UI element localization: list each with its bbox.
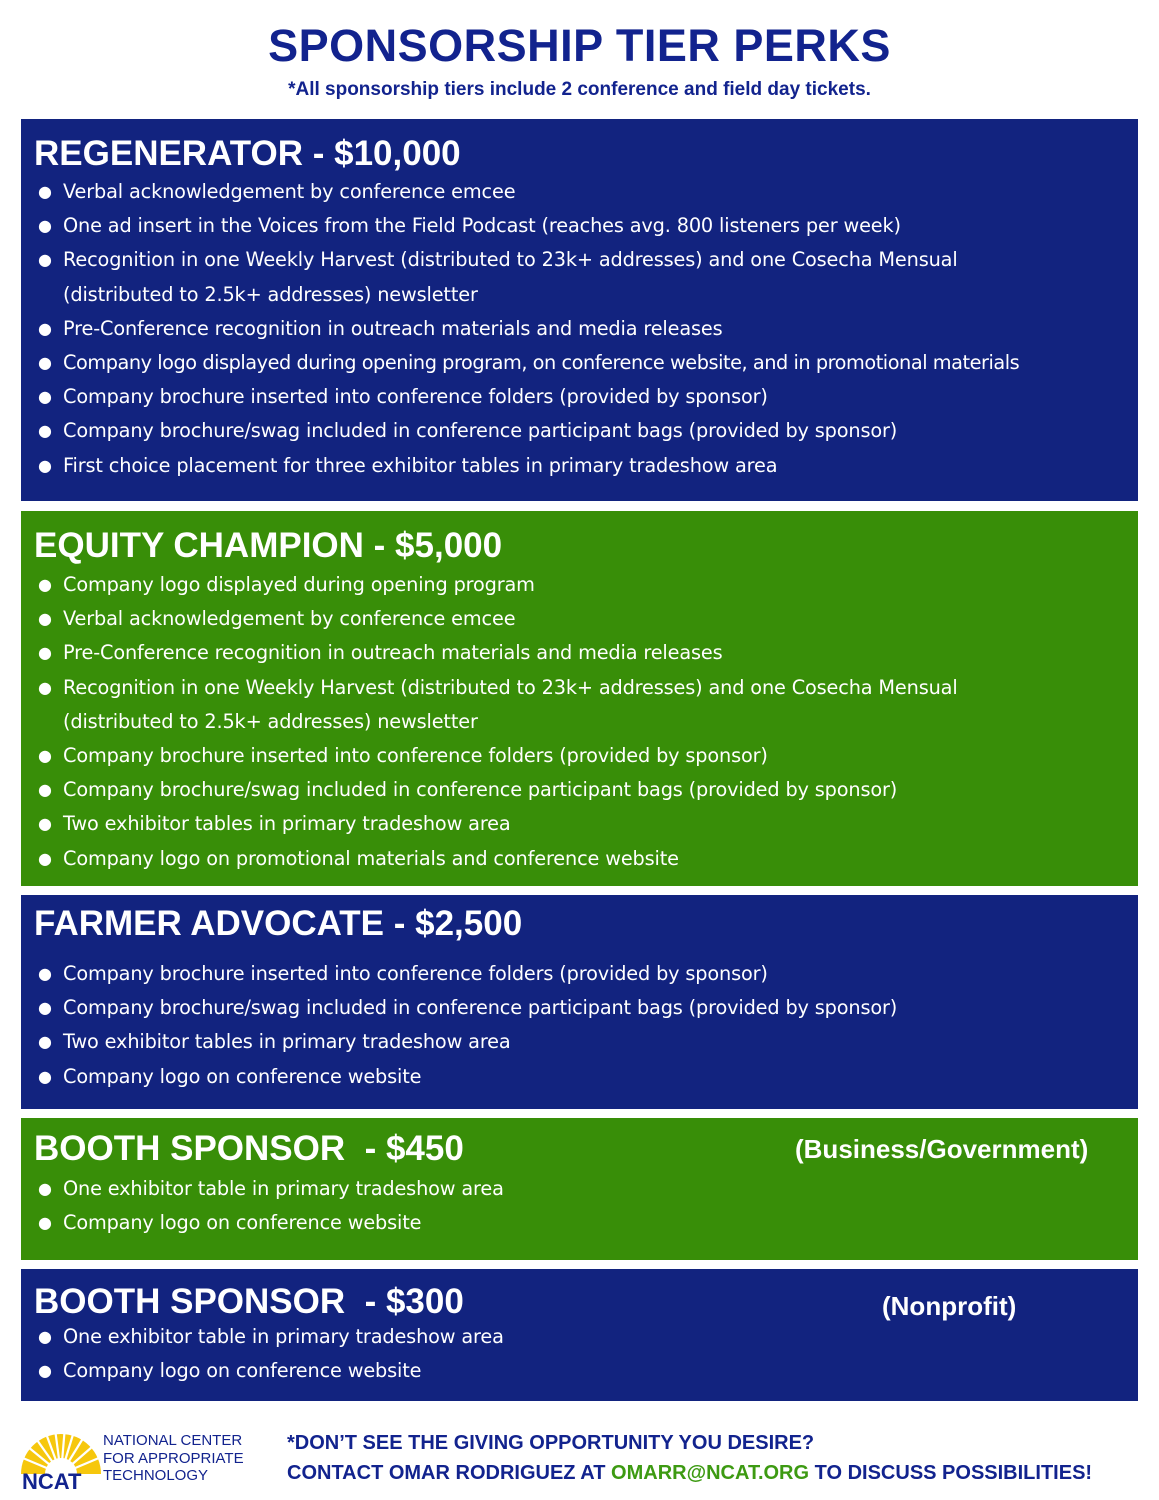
tier-title: BOOTH SPONSOR - $450 [34, 1129, 464, 1168]
perk-text: Company logo displayed during opening program [63, 573, 535, 596]
list-item [34, 1320, 1124, 1354]
bullet-icon: ● [38, 421, 52, 441]
perk-text: Verbal acknowledgement by conference emcee [63, 607, 516, 631]
perk-text: (distributed to 2.5k+ addresses) newsletter [63, 709, 478, 733]
tier-eligibility: (Nonprofit) [882, 1291, 1017, 1321]
bullet-icon: ● [38, 964, 52, 983]
perk-text: One exhibitor table in primary tradeshow area [63, 1325, 504, 1348]
list-item [34, 312, 1124, 346]
bullet-icon: ● [38, 1213, 52, 1233]
perk-text: Company logo displayed during opening program, on conference website, and in promotional materials [63, 351, 1020, 375]
perk-text: Company logo on conference website [63, 1064, 422, 1088]
org-name-line: FOR APPROPRIATE [103, 1449, 244, 1467]
perk-text: Company brochure inserted into conference folders (provided by sponsor) [63, 962, 768, 985]
tier-title: BOOTH SPONSOR - $300 [34, 1282, 464, 1321]
bullet-icon: ● [38, 780, 52, 800]
contact-email-link[interactable]: OMARR@NCAT.ORG [611, 1462, 810, 1484]
list-item [34, 414, 1124, 448]
bullet-icon: ● [38, 677, 52, 697]
tier-farmer-advocate [21, 895, 1138, 1109]
tier-title: EQUITY CHAMPION - $5,000 [34, 526, 503, 565]
bullet-icon: ● [38, 848, 52, 868]
bullet-icon: ● [38, 250, 52, 270]
perk-list [34, 957, 1124, 1094]
tier-title: REGENERATOR - $10,000 [34, 134, 461, 173]
perk-text: Two exhibitor tables in primary tradeshow area [63, 812, 511, 836]
list-item-continuation [34, 705, 1124, 739]
bullet-icon: ● [38, 746, 52, 766]
list-item [34, 957, 1124, 991]
bullet-icon: ● [38, 182, 52, 201]
perk-text: Pre-Conference recognition in outreach materials and media releases [63, 641, 723, 665]
organization-name [103, 1432, 244, 1485]
cta-question: *DON’T SEE THE GIVING OPPORTUNITY YOU DESIRE? [287, 1432, 815, 1454]
perk-text: Company logo on conference website [63, 1359, 422, 1383]
list-item [34, 842, 1124, 876]
perk-text: Company brochure/swag included in conference participant bags (provided by sponsor) [63, 778, 898, 802]
list-item [34, 1172, 1124, 1206]
perk-text: Two exhibitor tables in primary tradeshow area [63, 1030, 511, 1054]
cta-prefix: CONTACT OMAR RODRIGUEZ AT [287, 1462, 612, 1484]
tier-header [34, 133, 1124, 177]
list-item [34, 243, 1124, 277]
perk-list [34, 1320, 1124, 1388]
list-item [34, 602, 1124, 636]
list-item-continuation [34, 278, 1124, 312]
page-title: SPONSORSHIP TIER PERKS [268, 20, 891, 71]
list-item [34, 209, 1124, 243]
bullet-icon: ● [38, 318, 52, 338]
list-item [34, 380, 1124, 414]
perk-text: Recognition in one Weekly Harvest (distributed to 23k+ addresses) and one Cosecha Mensual [63, 675, 958, 699]
bullet-icon: ● [38, 575, 52, 594]
list-item [34, 449, 1124, 483]
perk-list [34, 1172, 1124, 1240]
bullet-icon: ● [38, 998, 52, 1018]
tier-regenerator [21, 119, 1138, 501]
bullet-icon: ● [38, 609, 52, 629]
perk-text: One ad insert in the Voices from the Field Podcast (reaches avg. 800 listeners per week) [63, 214, 901, 238]
tier-booth-sponsor-nonprofit [21, 1269, 1138, 1401]
list-item [34, 991, 1124, 1025]
org-name-line: NATIONAL CENTER [103, 1432, 243, 1449]
bullet-icon: ● [38, 387, 52, 407]
bullet-icon: ● [38, 353, 52, 373]
perk-text: Verbal acknowledgement by conference emcee [63, 180, 516, 203]
bullet-icon: ● [38, 216, 52, 236]
bullet-icon: ● [38, 455, 52, 475]
bullet-icon: ● [38, 1032, 52, 1052]
list-item [34, 636, 1124, 670]
logo-wordmark: NCAT [22, 1469, 82, 1492]
list-item [34, 346, 1124, 380]
tier-header [34, 1128, 1124, 1172]
perk-text: Company brochure inserted into conference folders (provided by sponsor) [63, 385, 768, 409]
bullet-icon: ● [38, 1361, 52, 1381]
bullet-icon: ● [38, 1179, 52, 1198]
list-item [34, 1354, 1124, 1388]
tier-header [34, 903, 1124, 947]
perk-text: One exhibitor table in primary tradeshow area [63, 1177, 504, 1200]
cta-suffix: TO DISCUSS POSSIBILITIES! [809, 1462, 1093, 1484]
perk-text: Company logo on promotional materials and conference website [63, 846, 679, 870]
sun-icon [16, 1412, 116, 1492]
perk-text: Company brochure/swag included in conference participant bags (provided by sponsor) [63, 419, 898, 443]
perk-text: Recognition in one Weekly Harvest (distributed to 23k+ addresses) and one Cosecha Mensual [63, 248, 958, 272]
list-item [34, 175, 1124, 209]
perk-text: Company logo on conference website [63, 1211, 422, 1235]
perk-list [34, 175, 1124, 483]
list-item [34, 807, 1124, 841]
tier-title: FARMER ADVOCATE - $2,500 [34, 904, 523, 943]
list-item [34, 671, 1124, 705]
list-item [34, 739, 1124, 773]
tier-header [34, 525, 1124, 569]
perk-text: Company brochure/swag included in conference participant bags (provided by sponsor) [63, 996, 898, 1020]
bullet-icon: ● [38, 814, 52, 834]
tier-eligibility: (Business/Government) [795, 1134, 1089, 1164]
bullet-icon: ● [38, 643, 52, 663]
page-subtitle: *All sponsorship tiers include 2 conference and field day tickets. [288, 79, 871, 100]
perk-list [34, 568, 1124, 876]
contact-callout [287, 1428, 1092, 1488]
perk-text: First choice placement for three exhibitor tables in primary tradeshow area [63, 453, 778, 477]
perk-text: Pre-Conference recognition in outreach materials and media releases [63, 316, 723, 340]
org-name-line: TECHNOLOGY [103, 1467, 209, 1484]
bullet-icon: ● [38, 1327, 52, 1346]
cta-contact-line [287, 1458, 1092, 1488]
list-item [34, 773, 1124, 807]
list-item [34, 1025, 1124, 1059]
list-item [34, 1060, 1124, 1094]
list-item [34, 568, 1124, 602]
tier-booth-sponsor-business [21, 1118, 1138, 1260]
tier-header [34, 1281, 1124, 1325]
bullet-icon: ● [38, 1066, 52, 1086]
list-item [34, 1206, 1124, 1240]
tier-equity-champion [21, 511, 1138, 886]
perk-text: Company brochure inserted into conference folders (provided by sponsor) [63, 744, 768, 768]
perk-text: (distributed to 2.5k+ addresses) newsletter [63, 282, 478, 306]
